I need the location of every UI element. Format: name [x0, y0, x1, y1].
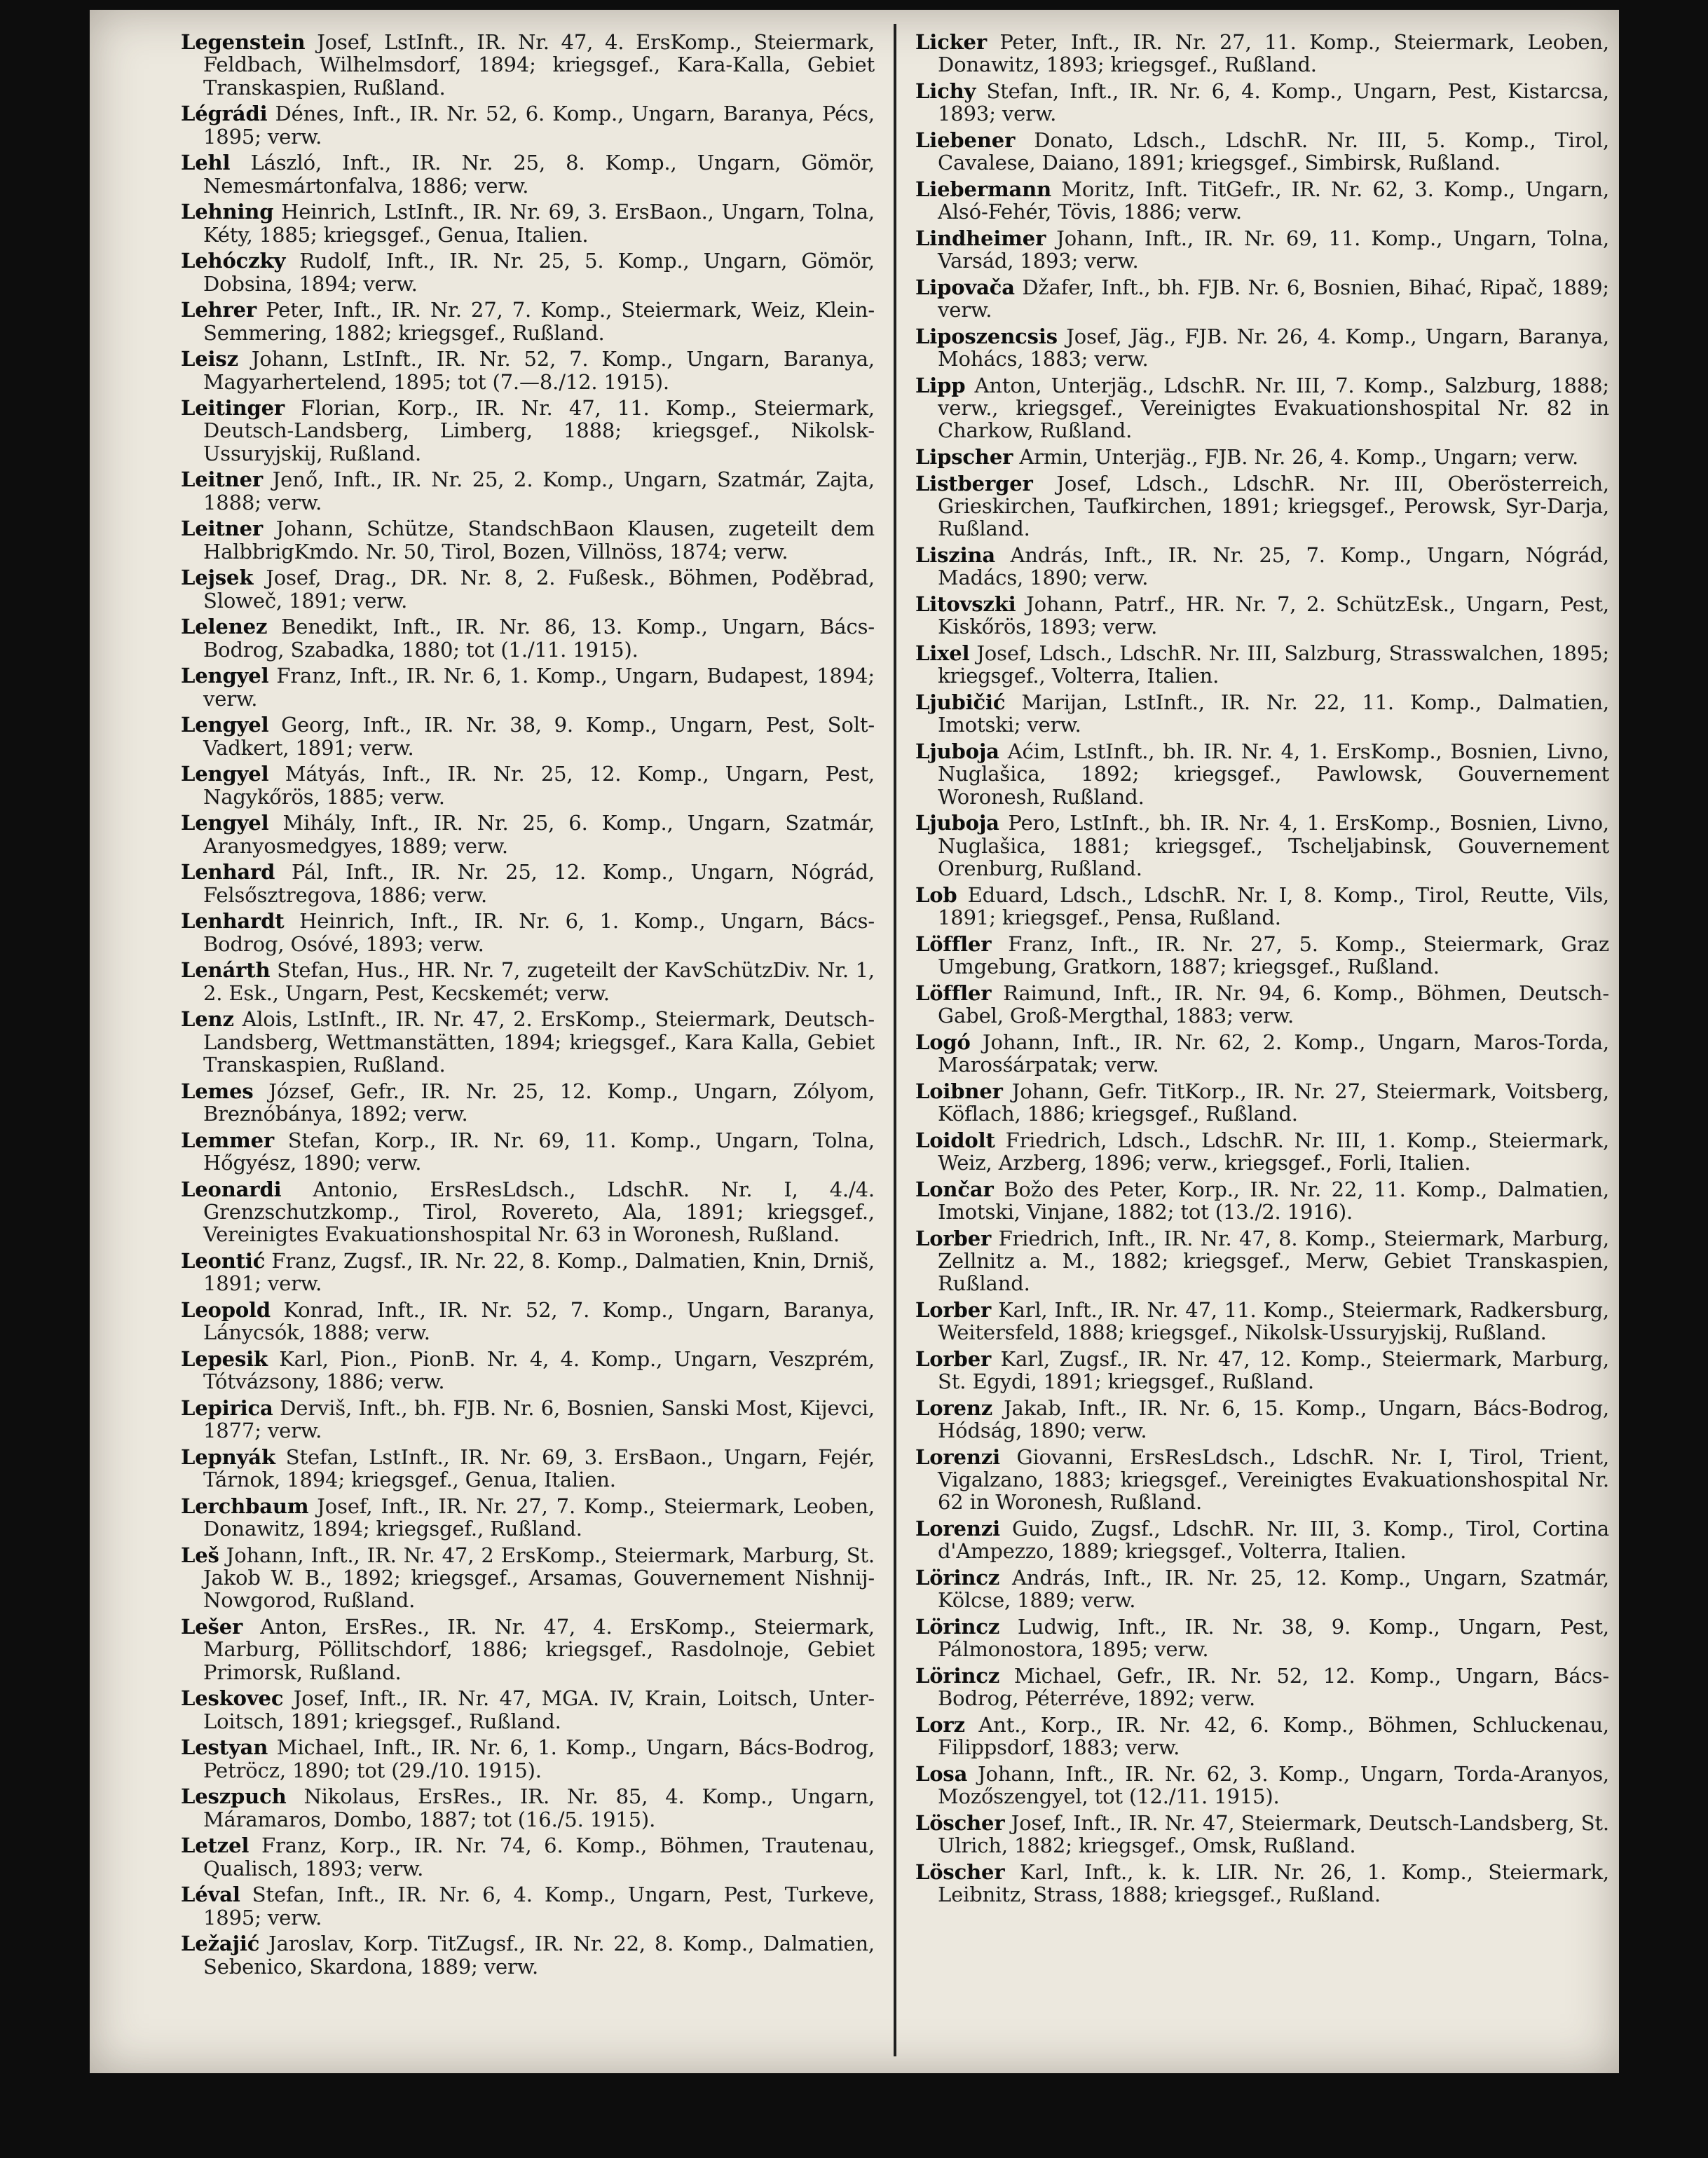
entry-details: Stefan, Korp., IR. Nr. 69, 11. Komp., Ungarn, Tolna, Hőgyész, 1890; verw.: [203, 1128, 875, 1175]
entry-details: Stefan, Inft., IR. Nr. 6, 4. Komp., Ungarn, Pest, Turkeve, 1895; verw.: [203, 1883, 875, 1930]
entry-surname: Lepirica: [181, 1395, 273, 1420]
entry-details: Johann, Schütze, StandschBaon Klausen, zugeteilt dem HalbbrigKmdo. Nr. 50, Tirol, Bozen, Villnöss, 1874; verw.: [203, 517, 875, 564]
entry-surname: Letzel: [181, 1833, 250, 1858]
entry-surname: Lorz: [915, 1712, 965, 1737]
list-entry: [915, 80, 1609, 125]
list-entry: [181, 1008, 875, 1076]
list-entry: [915, 374, 1609, 442]
entry-surname: Leitner: [181, 517, 264, 541]
entry-surname: Legenstein: [181, 30, 306, 54]
list-entry: [181, 1736, 875, 1782]
entry-surname: Ležajić: [181, 1932, 260, 1956]
list-entry: [181, 1616, 875, 1684]
list-entry: [915, 1299, 1609, 1344]
entry-details: Alois, LstInft., IR. Nr. 47, 2. ErsKomp., Steiermark, Deutsch-Landsberg, Wettmanstätten, 1894; kriegsgef., Kara Kalla, Gebiet Transkaspien, Rußland.: [203, 1007, 875, 1077]
entry-details: Donato, Ldsch., LdschR. Nr. III, 5. Komp., Tirol, Cavalese, Daiano, 1891; kriegsgef., Simbirsk, Rußland.: [938, 128, 1609, 175]
entry-details: Josef, Jäg., FJB. Nr. 26, 4. Komp., Ungarn, Baranya, Mohács, 1883; verw.: [938, 324, 1609, 371]
entry-details: Pero, LstInft., bh. IR. Nr. 4, 1. ErsKomp., Bosnien, Livno, Nuglašica, 1881; kriegsgef., Tscheljabinsk, Gouvernement Orenburg, Rußland.: [938, 811, 1609, 880]
entry-details: Antonio, ErsResLdsch., LdschR. Nr. I, 4./4. Grenzschutzkomp., Tirol, Rovereto, Ala, 1891; kriegsgef., Vereinigtes Evakuationshospital Nr. 63 in Woronesh, Rußland.: [203, 1177, 875, 1247]
list-entry: [915, 544, 1609, 589]
entry-surname: Lörincz: [915, 1566, 1000, 1590]
list-entry: [181, 1834, 875, 1880]
entry-surname: Leš: [181, 1543, 219, 1567]
list-entry: [915, 933, 1609, 978]
entry-details: András, Inft., IR. Nr. 25, 7. Komp., Ungarn, Nógrád, Madács, 1890; verw.: [938, 543, 1609, 590]
list-entry: [915, 1566, 1609, 1612]
list-entry: [915, 1031, 1609, 1077]
entry-surname: Leitinger: [181, 396, 285, 421]
entry-surname: Lenz: [181, 1007, 234, 1032]
list-entry: [181, 1785, 875, 1831]
entry-surname: Lörincz: [915, 1615, 1000, 1639]
entry-details: Mihály, Inft., IR. Nr. 25, 6. Komp., Ungarn, Szatmár, Aranyosmedgyes, 1889; verw.: [203, 811, 875, 858]
entry-details: László, Inft., IR. Nr. 25, 8. Komp., Ungarn, Gömör, Nemesmártonfalva, 1886; verw.: [203, 151, 875, 198]
entry-surname: Lipovača: [915, 275, 1015, 299]
entry-surname: Lengyel: [181, 811, 269, 835]
list-entry: [915, 1616, 1609, 1661]
list-entry: [915, 1861, 1609, 1906]
list-entry: [181, 1178, 875, 1246]
scan-border: [0, 2073, 1708, 2158]
list-entry: [181, 1129, 875, 1175]
list-entry: [181, 812, 875, 857]
list-entry: [181, 1544, 875, 1612]
entry-details: Eduard, Ldsch., LdschR. Nr. I, 8. Komp., Tirol, Reutte, Vils, 1891; kriegsgef., Pensa, Rußland.: [938, 882, 1610, 929]
entry-details: Johann, Patrf., HR. Nr. 7, 2. SchützEsk., Ungarn, Pest, Kiskőrös, 1893; verw.: [938, 592, 1609, 639]
list-entry: [181, 31, 875, 99]
entry-surname: Lorenzi: [915, 1445, 1000, 1469]
list-entry: [915, 31, 1609, 76]
entry-surname: Lepesik: [181, 1346, 268, 1371]
entry-surname: Lipscher: [915, 445, 1013, 470]
list-entry: [181, 299, 875, 344]
entry-surname: Lengyel: [181, 762, 269, 786]
entry-details: Peter, Inft., IR. Nr. 27, 11. Komp., Steiermark, Leoben, Donawitz, 1893; kriegsgef., Rußland.: [938, 30, 1609, 77]
entry-details: Benedikt, Inft., IR. Nr. 86, 13. Komp., Ungarn, Bács-Bodrog, Szabadka, 1880; tot (1./11. 1915).: [203, 615, 875, 662]
list-entry: [181, 1250, 875, 1295]
entry-details: Jakab, Inft., IR. Nr. 6, 15. Komp., Ungarn, Bács-Bodrog, Hódság, 1890; verw.: [938, 1395, 1610, 1443]
entry-details: Johann, Inft., IR. Nr. 47, 2 ErsKomp., Steiermark, Marburg, St. Jakob W. B., 1892; kriegsgef., Arsamas, Gouvernement Nishnij-Nowgorod, Rußland.: [203, 1543, 875, 1613]
list-entry: [915, 691, 1609, 737]
entry-surname: Leskovec: [181, 1686, 284, 1711]
entry-details: Josef, Ldsch., LdschR. Nr. III, Oberösterreich, Grieskirchen, Taufkirchen, 1891; kriegsgef., Perowsk, Syr-Darja, Rußland.: [938, 471, 1609, 541]
entry-surname: Loibner: [915, 1079, 1003, 1103]
list-entry: [915, 1665, 1609, 1710]
entry-surname: Lorber: [915, 1297, 992, 1322]
entry-surname: Lorenzi: [915, 1517, 1000, 1541]
entry-surname: Léval: [181, 1883, 240, 1907]
list-entry: [181, 348, 875, 393]
list-entry: [915, 812, 1609, 880]
entry-details: Karl, Inft., k. k. LIR. Nr. 26, 1. Komp., Steiermark, Leibnitz, Strass, 1888; kriegsgef., Rußland.: [938, 1859, 1609, 1907]
entry-surname: Litovszki: [915, 592, 1016, 617]
entry-details: Franz, Zugsf., IR. Nr. 22, 8. Komp., Dalmatien, Knin, Drniš, 1891; verw.: [203, 1248, 875, 1296]
list-entry: [915, 1763, 1609, 1808]
list-entry: [915, 1178, 1609, 1224]
entry-surname: Leisz: [181, 347, 238, 371]
entry-surname: Lehrer: [181, 298, 257, 322]
list-entry: [181, 200, 875, 246]
entry-details: Stefan, LstInft., IR. Nr. 69, 3. ErsBaon., Ungarn, Fejér, Tárnok, 1894; kriegsgef., Genua, Italien.: [203, 1445, 875, 1492]
entry-details: Jaroslav, Korp. TitZugsf., IR. Nr. 22, 8. Komp., Dalmatien, Sebenico, Skardona, 1889; verw.: [203, 1932, 875, 1979]
entry-surname: Lindheimer: [915, 226, 1046, 250]
entry-details: Florian, Korp., IR. Nr. 47, 11. Komp., Steiermark, Deutsch-Landsberg, Limberg, 1888; kriegsgef., Nikolsk-Ussuryjskij, Rußland.: [203, 396, 875, 465]
entry-surname: Lehl: [181, 151, 231, 175]
entry-details: Marijan, LstInft., IR. Nr. 22, 11. Komp., Dalmatien, Imotski; verw.: [938, 690, 1609, 737]
left-column: [181, 31, 875, 1978]
entry-surname: Ljuboja: [915, 811, 999, 835]
list-entry: [181, 1299, 875, 1344]
entry-details: Božo des Peter, Korp., IR. Nr. 22, 11. Komp., Dalmatien, Imotski, Vinjane, 1882; tot (13./2. 1916).: [938, 1177, 1609, 1224]
entry-details: Pál, Inft., IR. Nr. 25, 12. Komp., Ungarn, Nógrád, Felsősztregova, 1886; verw.: [203, 860, 875, 907]
entry-surname: Lejsek: [181, 566, 254, 590]
list-entry: [915, 1397, 1609, 1442]
entry-details: Ludwig, Inft., IR. Nr. 38, 9. Komp., Ungarn, Pest, Pálmonostora, 1895; verw.: [938, 1615, 1609, 1662]
list-entry: [181, 1883, 875, 1929]
list-entry: [181, 102, 875, 148]
list-entry: [181, 517, 875, 563]
entry-surname: Lerchbaum: [181, 1494, 309, 1518]
entry-details: Franz, Inft., IR. Nr. 6, 1. Komp., Ungarn, Budapest, 1894; verw.: [203, 664, 875, 711]
list-entry: [915, 1080, 1609, 1126]
list-entry: [181, 615, 875, 661]
list-entry: [915, 1517, 1609, 1563]
document-page: [90, 10, 1619, 2073]
list-entry: [915, 178, 1609, 224]
entry-surname: Ljuboja: [915, 739, 999, 764]
entry-surname: Lemmer: [181, 1128, 275, 1152]
entry-details: Stefan, Inft., IR. Nr. 6, 4. Komp., Ungarn, Pest, Kistarcsa, 1893; verw.: [938, 78, 1609, 126]
entry-details: Johann, Inft., IR. Nr. 62, 2. Komp., Ungarn, Maros-Torda, Marosśárpatak; verw.: [938, 1030, 1610, 1077]
entry-surname: Lob: [915, 882, 957, 907]
entry-details: Moritz, Inft. TitGefr., IR. Nr. 62, 3. Komp., Ungarn, Alsó-Fehér, Tövis, 1886; verw.: [938, 177, 1609, 224]
list-entry: [915, 884, 1609, 929]
entry-details: Nikolaus, ErsRes., IR. Nr. 85, 4. Komp., Ungarn, Máramaros, Dombo, 1887; tot (16./5. 1915).: [203, 1784, 875, 1831]
right-column: [915, 31, 1609, 1906]
entry-details: Josef, LstInft., IR. Nr. 47, 4. ErsKomp., Steiermark, Feldbach, Wilhelmsdorf, 1894; kriegsgef., Kara-Kalla, Gebiet Transkaspien, Rußland.: [203, 30, 875, 100]
entry-surname: Leszpuch: [181, 1784, 287, 1809]
entry-details: Karl, Inft., IR. Nr. 47, 11. Komp., Steiermark, Radkersburg, Weitersfeld, 1888; kriegsgef., Nikolsk-Ussuryjskij, Rußland.: [938, 1297, 1609, 1345]
entry-details: Karl, Zugsf., IR. Nr. 47, 12. Komp., Steiermark, Marburg, St. Egydi, 1891; kriegsgef., Rußland.: [938, 1346, 1609, 1394]
list-entry: [181, 1495, 875, 1541]
list-entry: [181, 861, 875, 906]
entry-details: József, Gefr., IR. Nr. 25, 12. Komp., Ungarn, Zólyom, Breznóbánya, 1892; verw.: [203, 1079, 875, 1126]
entry-details: András, Inft., IR. Nr. 25, 12. Komp., Ungarn, Szatmár, Kölcse, 1889; verw.: [938, 1566, 1610, 1613]
list-entry: [915, 642, 1609, 688]
list-entry: [915, 1227, 1609, 1295]
entry-details: Johann, Inft., IR. Nr. 62, 3. Komp., Ungarn, Torda-Aranyos, Mozőszengyel, tot (12./11. 1915).: [938, 1761, 1609, 1809]
entry-details: Guido, Zugsf., LdschR. Nr. III, 3. Komp., Tirol, Cortina d'Ampezzo, 1889; kriegsgef., Volterra, Italien.: [938, 1517, 1609, 1564]
entry-details: Josef, Inft., IR. Nr. 47, Steiermark, Deutsch-Landsberg, St. Ulrich, 1882; kriegsgef., Omsk, Rußland.: [938, 1810, 1609, 1858]
list-entry: [915, 982, 1609, 1027]
list-entry: [181, 713, 875, 759]
entry-surname: Lončar: [915, 1177, 994, 1201]
entry-surname: Leitner: [181, 467, 264, 492]
entry-surname: Löffler: [915, 931, 992, 956]
entry-details: Anton, ErsRes., IR. Nr. 47, 4. ErsKomp., Steiermark, Marburg, Pöllitschdorf, 1886; kriegsgef., Rasdolnoje, Gebiet Primorsk, Rußland.: [203, 1615, 875, 1684]
entry-surname: Lehning: [181, 200, 274, 224]
entry-details: Johann, LstInft., IR. Nr. 52, 7. Komp., Ungarn, Baranya, Magyarhertelend, 1895; tot (7.—8./12. 1915).: [203, 347, 875, 394]
list-entry: [181, 763, 875, 808]
list-entry: [181, 566, 875, 612]
list-entry: [181, 1932, 875, 1978]
list-entry: [181, 959, 875, 1004]
entry-surname: Liposzencsis: [915, 324, 1058, 348]
entry-surname: Loidolt: [915, 1128, 995, 1152]
entry-details: Dénes, Inft., IR. Nr. 52, 6. Komp., Ungarn, Baranya, Pécs, 1895; verw.: [203, 102, 875, 149]
entry-surname: Leopold: [181, 1297, 271, 1322]
entry-details: Konrad, Inft., IR. Nr. 52, 7. Komp., Ungarn, Baranya, Lánycsók, 1888; verw.: [203, 1297, 875, 1345]
entry-details: Josef, Inft., IR. Nr. 47, MGA. IV, Krain, Loitsch, Unter-Loitsch, 1891; kriegsgef., Rußland.: [203, 1686, 875, 1733]
entry-details: Peter, Inft., IR. Nr. 27, 7. Komp., Steiermark, Weiz, Klein-Semmering, 1882; kriegsgef., Rußland.: [203, 298, 875, 345]
entry-details: Georg, Inft., IR. Nr. 38, 9. Komp., Ungarn, Pest, Solt-Vadkert, 1891; verw.: [203, 713, 875, 760]
list-entry: [915, 446, 1609, 468]
entry-details: Friedrich, Ldsch., LdschR. Nr. III, 1. Komp., Steiermark, Weiz, Arzberg, 1896; verw., kriegsgef., Forli, Italien.: [938, 1128, 1609, 1175]
entry-details: Mátyás, Inft., IR. Nr. 25, 12. Komp., Ungarn, Pest, Nagykőrös, 1885; verw.: [203, 762, 875, 809]
entry-surname: Löscher: [915, 1810, 1005, 1835]
entry-details: Johann, Gefr. TitKorp., IR. Nr. 27, Steiermark, Voitsberg, Köflach, 1886; kriegsgef., Rußland.: [938, 1079, 1609, 1126]
entry-details: Džafer, Inft., bh. FJB. Nr. 6, Bosnien, Bihać, Ripač, 1889; verw.: [938, 275, 1609, 322]
entry-surname: Losa: [915, 1761, 968, 1786]
entry-surname: Lenárth: [181, 958, 271, 983]
list-entry: [915, 1129, 1609, 1175]
entry-details: Michael, Gefr., IR. Nr. 52, 12. Komp., Ungarn, Bács-Bodrog, Péterréve, 1892; verw.: [938, 1664, 1609, 1711]
entry-surname: Lestyan: [181, 1735, 268, 1760]
entry-details: Raimund, Inft., IR. Nr. 94, 6. Komp., Böhmen, Deutsch-Gabel, Groß-Mergthal, 1883; verw.: [938, 981, 1609, 1027]
list-entry: [915, 276, 1609, 322]
list-entry: [915, 325, 1609, 371]
entry-details: Armin, Unterjäg., FJB. Nr. 26, 4. Komp., Ungarn; verw.: [1019, 445, 1579, 470]
entry-surname: Lorber: [915, 1226, 992, 1250]
entry-surname: Lixel: [915, 641, 970, 666]
entry-details: Aćim, LstInft., bh. IR. Nr. 4, 1. ErsKomp., Bosnien, Livno, Nuglašica, 1892; kriegsgef., Pawlowsk, Gouvernement Woronesh, Rußland.: [938, 739, 1610, 809]
list-entry: [181, 910, 875, 955]
entry-surname: Liebermann: [915, 177, 1052, 201]
list-entry: [915, 227, 1609, 273]
list-entry: [915, 472, 1609, 540]
list-entry: [181, 151, 875, 197]
entry-surname: Lichy: [915, 78, 976, 103]
list-entry: [181, 1397, 875, 1442]
entry-details: Michael, Inft., IR. Nr. 6, 1. Komp., Ungarn, Bács-Bodrog, Petröcz, 1890; tot (29./10. 1915).: [203, 1735, 875, 1782]
entry-surname: Lenhard: [181, 860, 275, 885]
entry-details: Heinrich, LstInft., IR. Nr. 69, 3. ErsBaon., Ungarn, Tolna, Kéty, 1885; kriegsgef., Genua, Italien.: [203, 200, 875, 247]
list-entry: [181, 664, 875, 710]
list-entry: [181, 250, 875, 295]
entry-surname: Liebener: [915, 128, 1016, 152]
list-entry: [915, 1446, 1609, 1514]
list-entry: [915, 1812, 1609, 1857]
entry-surname: Lengyel: [181, 713, 269, 737]
entry-surname: Leontić: [181, 1248, 266, 1273]
entry-surname: Lešer: [181, 1615, 243, 1639]
list-entry: [915, 740, 1609, 808]
entry-details: Franz, Inft., IR. Nr. 27, 5. Komp., Steiermark, Graz Umgebung, Gratkorn, 1887; kriegsgef., Rußland.: [938, 931, 1609, 978]
list-entry: [181, 1080, 875, 1126]
entry-surname: Liszina: [915, 543, 996, 568]
column-divider: [894, 24, 896, 2056]
entry-details: Heinrich, Inft., IR. Nr. 6, 1. Komp., Ungarn, Bács-Bodrog, Osóvé, 1893; verw.: [203, 909, 875, 956]
entry-surname: Ljubičić: [915, 690, 1006, 715]
entry-surname: Listberger: [915, 471, 1033, 496]
entry-surname: Logó: [915, 1030, 971, 1054]
entry-surname: Lipp: [915, 373, 966, 397]
entry-surname: Lörincz: [915, 1664, 1000, 1688]
entry-details: Karl, Pion., PionB. Nr. 4, 4. Komp., Ungarn, Veszprém, Tótvázsony, 1886; verw.: [203, 1346, 875, 1394]
entry-surname: Löffler: [915, 981, 992, 1005]
entry-surname: Légrádi: [181, 102, 268, 126]
entry-surname: Lorenz: [915, 1395, 993, 1420]
entry-surname: Lengyel: [181, 664, 269, 688]
entry-surname: Lelenez: [181, 615, 268, 639]
entry-details: Giovanni, ErsResLdsch., LdschR. Nr. I, Tirol, Trient, Vigalzano, 1883; kriegsgef., Vereinigtes Evakuationshospital Nr. 62 in Woronesh, Rußland.: [938, 1445, 1609, 1515]
entry-details: Friedrich, Inft., IR. Nr. 47, 8. Komp., Steiermark, Marburg, Zellnitz a. M., 1882; kriegsgef., Merw, Gebiet Transkaspien, Rußland.: [938, 1226, 1609, 1296]
entry-details: Johann, Inft., IR. Nr. 69, 11. Komp., Ungarn, Tolna, Varsád, 1893; verw.: [938, 226, 1609, 273]
entry-surname: Lemes: [181, 1079, 254, 1103]
list-entry: [915, 593, 1609, 638]
entry-surname: Leonardi: [181, 1177, 282, 1201]
entry-surname: Lorber: [915, 1346, 992, 1371]
entry-details: Stefan, Hus., HR. Nr. 7, zugeteilt der KavSchützDiv. Nr. 1, 2. Esk., Ungarn, Pest, Kecskemét; verw.: [203, 958, 875, 1005]
entry-surname: Lenhardt: [181, 909, 285, 934]
entry-details: Josef, Inft., IR. Nr. 27, 7. Komp., Steiermark, Leoben, Donawitz, 1894; kriegsgef., Rußland.: [203, 1494, 875, 1541]
entry-surname: Lepnyák: [181, 1445, 275, 1469]
list-entry: [181, 1348, 875, 1393]
list-entry: [181, 1687, 875, 1733]
entry-details: Franz, Korp., IR. Nr. 74, 6. Komp., Böhmen, Trautenau, Qualisch, 1893; verw.: [203, 1833, 875, 1880]
list-entry: [915, 1714, 1609, 1759]
entry-details: Derviš, Inft., bh. FJB. Nr. 6, Bosnien, Sanski Most, Kijevci, 1877; verw.: [203, 1395, 875, 1443]
entry-surname: Lehóczky: [181, 249, 286, 273]
list-entry: [181, 397, 875, 465]
entry-details: Josef, Ldsch., LdschR. Nr. III, Salzburg, Strasswalchen, 1895; kriegsgef., Volterra, Italien.: [938, 641, 1609, 688]
entry-surname: Licker: [915, 30, 987, 54]
list-entry: [915, 129, 1609, 175]
entry-details: Anton, Unterjäg., LdschR. Nr. III, 7. Komp., Salzburg, 1888; verw., kriegsgef., Vereinigtes Evakuationshospital Nr. 82 in Charkow, Rußland.: [938, 373, 1609, 443]
entry-details: Josef, Drag., DR. Nr. 8, 2. Fußesk., Böhmen, Poděbrad, Slowеč, 1891; verw.: [203, 566, 875, 613]
list-entry: [915, 1348, 1609, 1393]
entry-details: Jenő, Inft., IR. Nr. 25, 2. Komp., Ungarn, Szatmár, Zajta, 1888; verw.: [203, 467, 875, 514]
entry-details: Rudolf, Inft., IR. Nr. 25, 5. Komp., Ungarn, Gömör, Dobsina, 1894; verw.: [203, 249, 875, 296]
list-entry: [181, 1446, 875, 1491]
entry-surname: Löscher: [915, 1859, 1005, 1884]
list-entry: [181, 468, 875, 514]
entry-details: Ant., Korp., IR. Nr. 42, 6. Komp., Böhmen, Schluckenau, Filippsdorf, 1883; verw.: [938, 1712, 1609, 1760]
